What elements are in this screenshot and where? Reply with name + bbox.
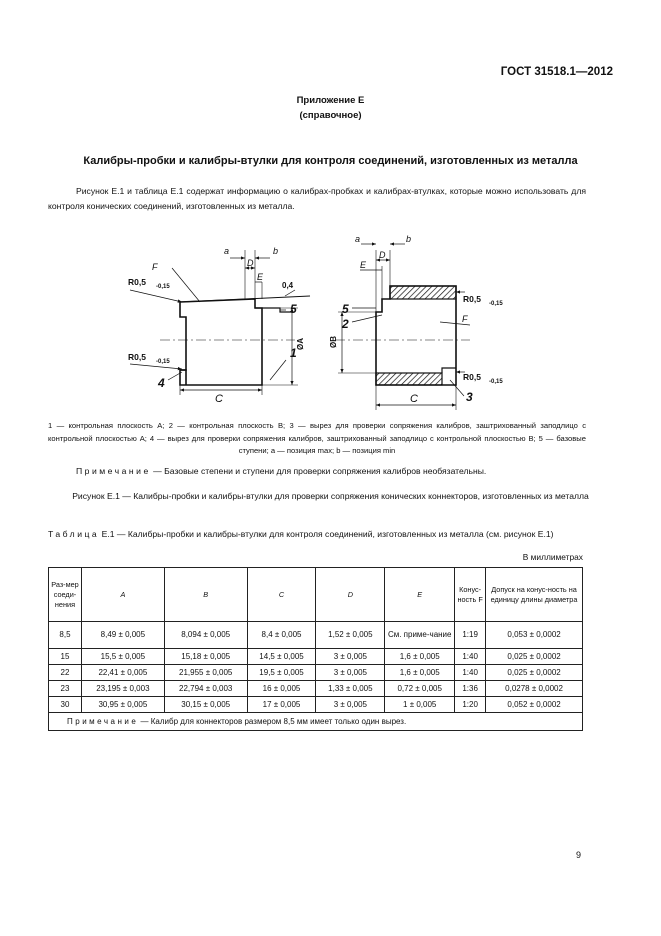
label-f-right: F [462, 314, 468, 324]
table-row [49, 622, 583, 649]
header-a: A [81, 568, 164, 622]
table-cell: 8,094 ± 0,005 [164, 622, 247, 649]
label-f: F [152, 262, 158, 272]
label-e-right: E [360, 260, 367, 270]
label-a: a [224, 246, 230, 256]
label-r-right-top-sub: -0,15 [489, 301, 503, 307]
table-cell: 1:20 [455, 697, 486, 713]
table-cell: 17 ± 0,005 [247, 697, 316, 713]
table-cell: 14,5 ± 0,005 [247, 649, 316, 665]
figure-caption: Рисунок Е.1 — Калибры-пробки и калибры-втулки для проверки сопряжения конических коннекторов, изготовленных из металла [72, 491, 589, 501]
label-4: 4 [158, 376, 165, 390]
figure-note-label: Примечание [76, 466, 151, 476]
label-5-left: 5 [290, 302, 297, 316]
label-d-right: D [379, 250, 386, 260]
label-c-left: C [215, 393, 223, 405]
header-e: E [385, 568, 455, 622]
appendix-label: Приложение Е [296, 95, 365, 106]
label-c-right: C [410, 393, 418, 405]
table-row [49, 665, 583, 681]
header-tolerance: Допуск на конус-ность на единицу длины диаметра [486, 568, 583, 622]
figure-note-text: — Базовые степени и ступени для проверки сопряжения калибров необязательны. [153, 466, 487, 476]
intro-paragraph: Рисунок Е.1 и таблица Е.1 содержат информацию о калибрах-пробках и калибрах-втулках, которые можно использовать для контроля конических соединений, изготовленных из металла. [48, 186, 586, 211]
table-units: В миллиметрах [522, 552, 583, 562]
table-cell: 1,33 ± 0,005 [316, 681, 385, 697]
table-cell: См. приме-чание [385, 622, 455, 649]
label-5-right: 5 [342, 302, 349, 316]
appendix-heading [0, 93, 661, 123]
table-cell: 21,955 ± 0,005 [164, 665, 247, 681]
table-cell: 8,4 ± 0,005 [247, 622, 316, 649]
ring-gauge [335, 244, 470, 410]
table-cell: 22 [49, 665, 82, 681]
plug-labels [128, 246, 305, 405]
label-angle: 0,4 [282, 281, 294, 290]
document-code: ГОСТ 31518.1—2012 [500, 66, 613, 78]
label-dia-a: ØA [296, 338, 305, 350]
table-cell: 23,195 ± 0,003 [81, 681, 164, 697]
table-cell: 30,15 ± 0,005 [164, 697, 247, 713]
table-cell: 0,025 ± 0,0002 [486, 649, 583, 665]
table-cell: 16 ± 0,005 [247, 681, 316, 697]
page-number: 9 [575, 850, 581, 860]
gauge-drawing [120, 230, 540, 416]
table-row [49, 649, 583, 665]
table-header-row [49, 568, 583, 622]
table-cell: 0,0278 ± 0,0002 [486, 681, 583, 697]
appendix-title: Калибры-пробки и калибры-втулки для контроля соединений, изготовленных из металла [83, 155, 578, 167]
table-cell: 1:19 [455, 622, 486, 649]
table-cell: 1,6 ± 0,005 [385, 665, 455, 681]
table-cell: 1:40 [455, 649, 486, 665]
header-d: D [316, 568, 385, 622]
table-cell: 22,41 ± 0,005 [81, 665, 164, 681]
figure-legend: 1 — контрольная плоскость A; 2 — контрольная плоскость B; 3 — вырез для проверки сопряжения калибров, заштрихованный заподлицо с контрольной плоскостью A; 4 — вырез для проверки сопряжения калибров, заштрихованный заподлицо с контрольной плоскостью B; 5 — базовые ступени; a — позиция max; b — позиция min [48, 421, 586, 455]
table-cell: 3 ± 0,005 [316, 697, 385, 713]
label-1: 1 [290, 346, 297, 360]
table-cell: 19,5 ± 0,005 [247, 665, 316, 681]
header-taper: Конус-ность F [455, 568, 486, 622]
label-r-right-top: R0,5 [463, 294, 481, 304]
label-r-top-sub: -0,15 [156, 284, 170, 290]
table-cell: 8,5 [49, 622, 82, 649]
table-cell: 1,52 ± 0,005 [316, 622, 385, 649]
table-cell: 30,95 ± 0,005 [81, 697, 164, 713]
label-e: E [257, 272, 264, 282]
table-cell: 30 [49, 697, 82, 713]
label-r-bottom: R0,5 [128, 352, 146, 362]
table-cell: 1:36 [455, 681, 486, 697]
label-3: 3 [466, 390, 473, 404]
header-c: C [247, 568, 316, 622]
label-r-right-bottom: R0,5 [463, 372, 481, 382]
table-row [49, 681, 583, 697]
label-d: D [247, 258, 254, 268]
table-cell: 0,052 ± 0,0002 [486, 697, 583, 713]
table-cell: 0,025 ± 0,0002 [486, 665, 583, 681]
label-b-right: b [406, 234, 412, 244]
table-cell: 0,72 ± 0,005 [385, 681, 455, 697]
table-label: Таблица [48, 529, 100, 539]
table-cell: 15 [49, 649, 82, 665]
gauge-dimensions-table [48, 567, 583, 731]
table-note-row [49, 713, 583, 731]
table-cell: 1,6 ± 0,005 [385, 649, 455, 665]
table-note [49, 713, 583, 731]
label-r-top: R0,5 [128, 277, 146, 287]
table-row [49, 697, 583, 713]
table-cell: 15,18 ± 0,005 [164, 649, 247, 665]
table-cell: 0,053 ± 0,0002 [486, 622, 583, 649]
header-b: B [164, 568, 247, 622]
figure-note [76, 466, 486, 476]
table-cell: 15,5 ± 0,005 [81, 649, 164, 665]
table-cell: 8,49 ± 0,005 [81, 622, 164, 649]
label-2: 2 [342, 317, 349, 331]
table-title [48, 528, 586, 541]
table-cell: 23 [49, 681, 82, 697]
table-cell: 3 ± 0,005 [316, 665, 385, 681]
label-dia-b: ØB [329, 336, 338, 348]
label-r-bottom-sub: -0,15 [156, 359, 170, 365]
table-cell: 1 ± 0,005 [385, 697, 455, 713]
table-note-text: — Калибр для коннекторов размером 8,5 мм имеет только один вырез. [140, 716, 407, 726]
table-cell: 3 ± 0,005 [316, 649, 385, 665]
table-title-text: Е.1 — Калибры-пробки и калибры-втулки для контроля соединений, изготовленных из металла (см. рисунок Е.1) [101, 529, 554, 539]
table-note-label: Примечание [67, 716, 139, 726]
header-size: Раз-мер соеди-нения [49, 568, 82, 622]
label-r-right-bottom-sub: -0,15 [489, 379, 503, 385]
label-b: b [273, 246, 279, 256]
table-cell: 1:40 [455, 665, 486, 681]
appendix-type: (справочное) [299, 110, 362, 121]
table-cell: 22,794 ± 0,003 [164, 681, 247, 697]
label-a-right: a [355, 234, 361, 244]
